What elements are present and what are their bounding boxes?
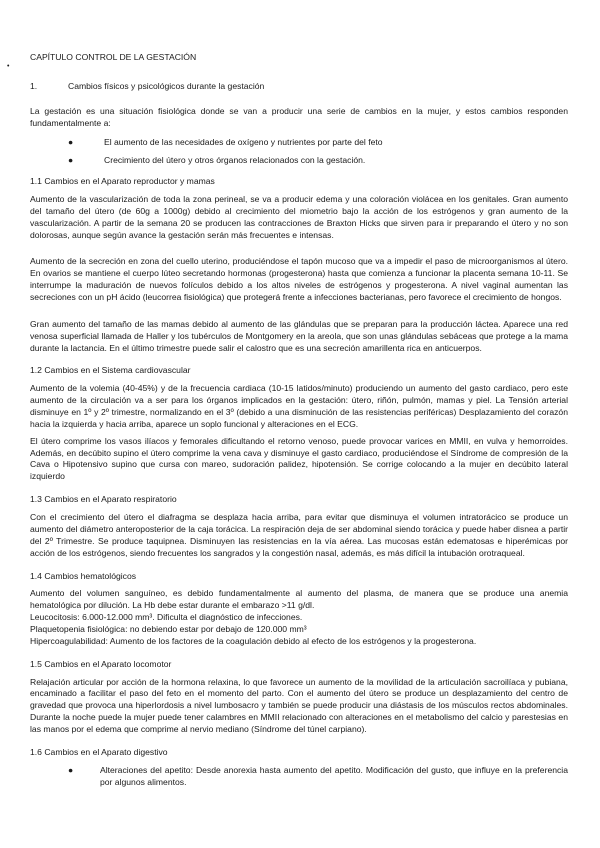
subsection-title-1-6: 1.6 Cambios en el Aparato digestivo [30,746,168,757]
list-item [30,765,568,789]
document-body [30,52,568,788]
section-heading-1 [30,81,568,93]
chapter-title: CAPÍTULO CONTROL DE LA GESTACIÓN [30,52,197,62]
paragraph: Aumento del volumen sanguíneo, es debido fundamentalmente al aumento del plasma, de manera que se produce una anemia hematológica por dilución. La Hb debe estar durante el embarazo >11 g/dl. [30,588,568,611]
list-item [30,155,568,167]
list-item-text: Alteraciones del apetito: Desde anorexia hasta aumento del apetito. Modificación del gusto, que influye en la preferencia por algunos alimentos. [100,764,568,787]
list-item-text: El aumento de las necesidades de oxígeno y nutrientes por parte del feto [104,137,383,148]
paragraph: Aumento de la secreción en zona del cuello uterino, produciéndose el tapón mucoso que va a impedir el paso de microorganismos al útero. En ovarios se mantiene el cuerpo lúteo secretando hormonas (progesterona) hasta que comienza a funcionar la placenta semana 10-11. Se interrumpe la maduración de nuevos folículos debido a los altos niveles de estrógenos y progesterona. A nivel vaginal aumentan las secreciones con un pH ácido (leucorrea fisiológica) que protegerá frente a infecciones bacterianas, pero favorece el crecimiento de hongos. [30,256,568,303]
paragraph: Aumento de la volemia (40-45%) y de la frecuencia cardiaca (10-15 latidos/minuto) produciendo un aumento del gasto cardiaco, pero este aumento de la circulación va a ser para los órganos implicados en la gestación: útero, riñón, pulmón, mamas y piel. La Tensión arterial disminuye en 1º y 2º trimestre, normalizando en el 3º (debido a una disminución de las resistencias periféricas) Desplazamiento del corazón hacia la izquierda y hacia arriba, aparece un soplo funcional y alteraciones en el ECG. [30,383,568,429]
bullet-icon: ● [68,137,74,148]
paragraph: Relajación articular por acción de la hormona relaxina, lo que favorece un aumento de la movilidad de la articulación sacroilíaca y pubiana, encaminado a facilitar el paso del feto en el momento del parto. Con el aumento del útero se produce un desplazamiento del centro de gravedad que provoca una hiperlordosis a nivel lumbosacro y también se puede producir una diástasis de los músculos rectos abdominales. Durante la noche puede la mujer puede tener calambres en MMII relacionado con alteraciones en el metabolismo del calcio y parestesias en las manos por el edema que comprime al nervio mediano (Síndrome del túnel carpiano). [30,676,568,734]
paragraph: Con el crecimiento del útero el diafragma se desplaza hacia arriba, para evitar que disminuya el volumen intratorácico se produce un aumento del diámetro anteroposterior de la caja torácica. La respiración deja de ser abdominal siendo torácica y puede haber disnea a partir del 2º Trimestre. Se produce taquipnea. Disminuyen las resistencias en la vía aérea. Las mucosas están edematosas e hiperémicas por acción de los estrógenos, siendo frecuentes los sangrados y la congestión nasal, además, es más difícil la intubación orotraqueal. [30,512,568,558]
subsection-title-1-5: 1.5 Cambios en el Aparato locomotor [30,658,172,669]
section-title: Cambios físicos y psicológicos durante la gestación [68,80,265,91]
bullet-icon: ● [68,155,74,166]
subsection-title-1-3: 1.3 Cambios en el Aparato respiratorio [30,494,177,505]
plaquetopenia-line: Plaquetopenia fisiológica: no debiendo estar por debajo de 120.000 mm³ [30,623,307,634]
digestive-bullet-list [30,765,568,789]
paragraph: Aumento de la vascularización de toda la zona perineal, se va a producir edema y una coloración violácea en los genitales. Gran aumento del tamaño del útero (de 60g a 1000g) debido al crecimiento del miometrio bajo la acción de los estrógenos y gran aumento de la vascularización. A partir de la semana 20 se producen las contracciones de Braxton Hicks que sirven para ir preparando el útero y no son dolorosas, aunque según avance la gestación serán más frecuentes e intensas. [30,194,568,240]
margin-bullet-marker: • [7,63,10,70]
list-item-text: Crecimiento del útero y otros órganos relacionados con la gestación. [104,155,366,166]
subsection-title-1-4: 1.4 Cambios hematológicos [30,570,137,581]
subsection-title-1-2: 1.2 Cambios en el Sistema cardiovascular [30,365,191,376]
intro-bullet-list [30,137,568,167]
section-number: 1. [30,80,38,91]
hipercoagulabilidad-line: Hipercoagulabilidad: Aumento de los factores de la coagulación debido al efecto de los estrógenos y la progesterona. [30,635,477,646]
paragraph: El útero comprime los vasos ilíacos y femorales dificultando el retorno venoso, puede provocar varices en MMII, en vulva y hemorroides. Además, en decúbito supino el útero comprime la vena cava y disminuye el gasto cardiaco, produciéndose el Síndrome de compresión de la Cava o Hipotensivo supino que cursa con mareo, sudoración palidez, hipotensión. Se corrige colocando a la mujer en decúbito lateral izquierdo [30,435,568,482]
intro-paragraph: La gestación es una situación fisiológica donde se van a producir una serie de cambios en la mujer, y estos cambios responden fundamentalmente a: [30,105,568,128]
leucocitosis-line: Leucocitosis: 6.000-12.000 mm³. Dificulta el diagnóstico de infecciones. [30,612,303,623]
paragraph: Gran aumento del tamaño de las mamas debido al aumento de las glándulas que se preparan para la producción láctea. Aparece una red venosa superficial llamada de Haller y los tubérculos de Montgomery en la areola, que son unas glándulas sebáceas que protege a la mama durante la lactancia. En el último trimestre puede salir el calostro que es una secreción amarillenta rica en anticuerpos. [30,318,568,353]
subsection-title-1-1: 1.1 Cambios en el Aparato reproductor y mamas [30,176,215,187]
list-item [30,137,568,149]
bullet-icon: ● [68,764,74,775]
